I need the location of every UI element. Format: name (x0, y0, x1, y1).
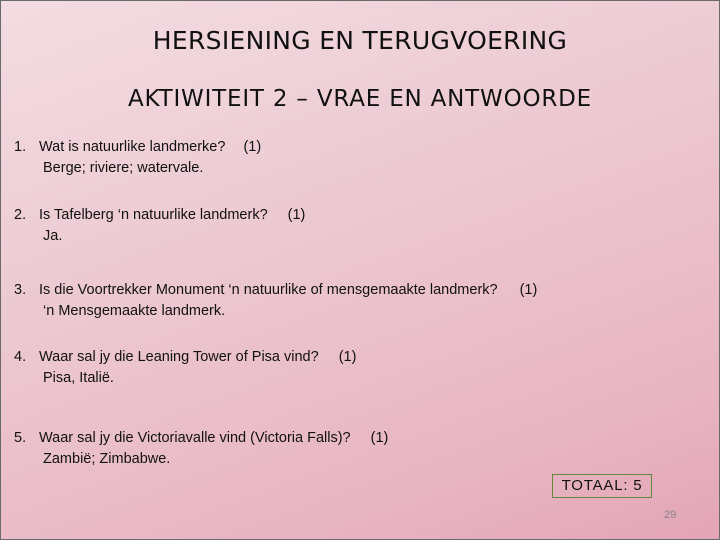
question-marks: (1) (243, 139, 262, 155)
question-answer: Zambië; Zimbabwe. (43, 451, 171, 467)
page-title: HERSIENING EN TERUGVOERING (152, 26, 568, 55)
question-number: 1. (14, 139, 27, 155)
question-marks: (1) (287, 207, 306, 223)
question-number: 4. (14, 349, 27, 365)
question-1 (14, 137, 261, 179)
question-3 (14, 280, 537, 322)
question-answer: Ja. (43, 228, 63, 244)
question-text: Wat is natuurlike landmerke? (39, 139, 226, 155)
question-number: 5. (14, 430, 27, 446)
question-answer: Pisa, Italië. (43, 370, 114, 386)
page-number: 29 (664, 509, 677, 521)
question-text: Is Tafelberg ‘n natuurlike landmerk? (39, 207, 268, 223)
question-2 (14, 205, 305, 247)
question-number: 3. (14, 282, 27, 298)
question-marks: (1) (370, 430, 389, 446)
question-4 (14, 347, 356, 389)
question-number: 2. (14, 207, 27, 223)
question-text: Is die Voortrekker Monument ‘n natuurlike of mensgemaakte landmerk? (39, 282, 498, 298)
question-text: Waar sal jy die Leaning Tower of Pisa vind? (39, 349, 319, 365)
total-score-box: TOTAAL: 5 (552, 474, 652, 498)
question-answer: Berge; riviere; watervale. (43, 160, 204, 176)
question-answer: ‘n Mensgemaakte landmerk. (43, 303, 226, 319)
question-text: Waar sal jy die Victoriavalle vind (Victoria Falls)? (39, 430, 351, 446)
question-marks: (1) (338, 349, 357, 365)
question-marks: (1) (519, 282, 538, 298)
question-5 (14, 428, 388, 470)
page-subtitle: AKTIWITEIT 2 – VRAE EN ANTWOORDE (127, 86, 593, 112)
